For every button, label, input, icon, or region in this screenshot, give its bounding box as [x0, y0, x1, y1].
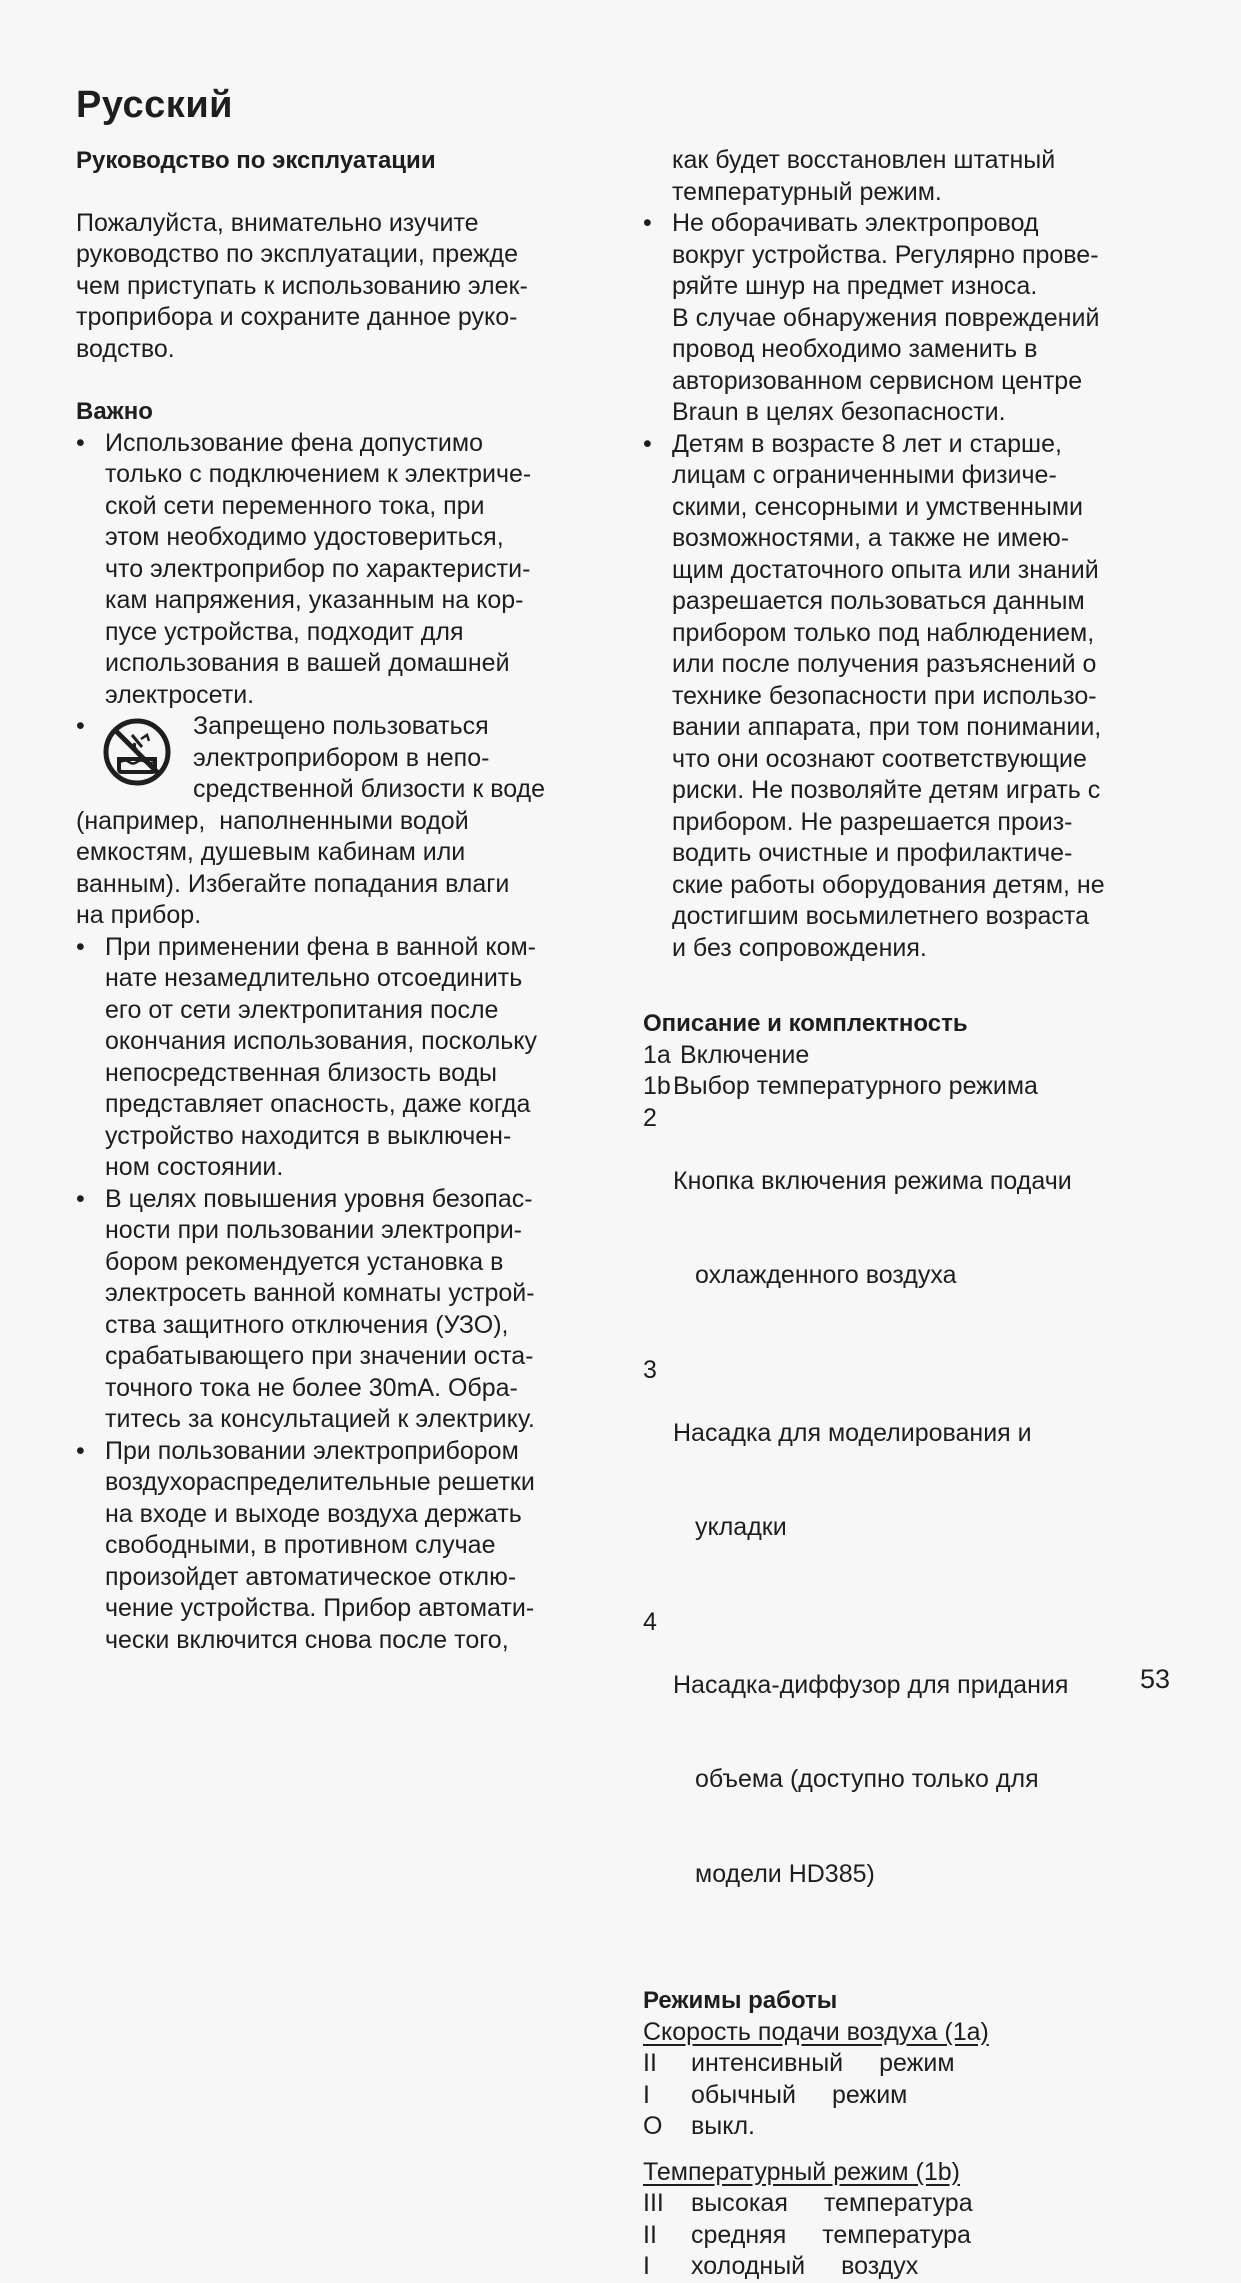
mode-key: O [643, 2112, 663, 2140]
mode-value: температура [823, 2189, 973, 2217]
item-text: Выбор температурного режима [673, 1072, 1038, 1100]
mode-label: холодный [691, 2252, 806, 2280]
page-title: Русский [76, 84, 234, 126]
bullet-dot-icon: • [76, 1436, 85, 1465]
bullet-line: провод необходимо заменить в [672, 335, 1038, 363]
mode-label: выкл. [691, 2112, 756, 2140]
bullet-line: Запрещено пользоваться [193, 712, 489, 740]
bullet-line: (например, наполненными водой [76, 806, 469, 835]
description-item [643, 1071, 1183, 1103]
bullet-line: технике безопасности при использо- [672, 681, 1097, 710]
intro-line: чем приступать к использованию элек- [76, 271, 528, 300]
no-water-bath-icon [102, 717, 172, 787]
bullet-line: кам напряжения, указанным на кор- [105, 586, 524, 614]
intro-line: троприбора и сохраните данное руко- [76, 303, 518, 331]
bullet-line: Не оборачивать электропровод [672, 209, 1039, 237]
item-number: 1a [643, 1040, 671, 1069]
intro-line: Пожалуйста, внимательно изучите [76, 208, 479, 237]
continuation-line: как будет восстановлен штатный [672, 146, 1056, 174]
bullet-item [76, 428, 606, 712]
bullet-item [76, 1184, 606, 1436]
bullet-line: пусе устройства, подходит для [105, 617, 464, 646]
bullet-line: электроприбором в непо- [193, 743, 490, 772]
bullet-line: ванным). Избегайте попадания влаги [76, 869, 510, 898]
bullet-line: В случае обнаружения повреждений [672, 303, 1100, 332]
item-text: Насадка-диффузор для придания [673, 1670, 1069, 1699]
bullet-line: что электроприбор по характеристи- [105, 554, 531, 583]
bullet-line: непосредственная близость воды [105, 1058, 498, 1087]
bullet-line: на входе и выходе воздуха держать [105, 1499, 522, 1528]
bullet-line: его от сети электропитания после [105, 995, 499, 1024]
bullet-line: нате незамедлительно отсоединить [105, 964, 523, 992]
bullet-line: ства защитного отключения (УЗО), [105, 1310, 509, 1339]
intro-line: руководство по эксплуатации, прежде [76, 240, 519, 268]
bullet-item [76, 1436, 606, 1657]
bullet-line: и без сопровождения. [672, 933, 927, 962]
temperature-row [643, 2188, 1183, 2220]
mode-label: высокая [691, 2189, 788, 2217]
mode-value: режим [831, 2080, 908, 2109]
bullet-line: Детям в возрасте 8 лет и старше, [672, 429, 1062, 458]
temperature-heading: Температурный режим (1b) [643, 2157, 961, 2186]
bullet-line: разрешается пользоваться данным [672, 587, 1085, 615]
speed-row [643, 2111, 1183, 2143]
bullet-dot-icon: • [76, 932, 85, 961]
intro-line: водство. [76, 334, 175, 363]
bullet-item [643, 429, 1183, 965]
mode-label: обычный [691, 2080, 796, 2109]
bullet-line: этом необходимо удостовериться, [105, 523, 504, 551]
bullet-line: водить очистные и профилактиче- [672, 839, 1073, 867]
item-text: модели HD385) [695, 1859, 875, 1888]
bullet-line: ские работы оборудования детям, не [672, 870, 1105, 899]
bullet-dot-icon: • [76, 428, 85, 457]
bullet-line: на прибор. [76, 901, 202, 929]
bullet-line: возможностями, а также не имею- [672, 524, 1070, 552]
description-heading: Описание и комплектность [643, 1010, 968, 1037]
description-item [643, 1103, 1183, 1355]
bullet-line: или после получения разъяснений о [672, 650, 1097, 678]
bullet-line: Использование фена допустимо [105, 428, 483, 457]
bullet-line: чение устройства. Прибор автомати- [105, 1594, 535, 1622]
item-text: укладки [695, 1513, 787, 1541]
intro-paragraph [76, 208, 606, 366]
bullet-dot-icon: • [76, 712, 85, 740]
manual-heading: Руководство по эксплуатации [76, 147, 436, 174]
bullet-line: вокруг устройства. Регулярно прове- [672, 240, 1099, 269]
item-text: объема (доступно только для [695, 1765, 1039, 1793]
mode-value: температура [822, 2220, 971, 2249]
temperature-row [643, 2220, 1183, 2252]
bullet-line: что они осознают соответствующие [672, 744, 1087, 773]
bullet-line: емкостям, душевым кабинам или [76, 838, 466, 866]
bullet-line: щим достаточного опыта или знаний [672, 555, 1099, 584]
bullet-line: электросети. [105, 680, 255, 709]
bullet-line: титесь за консультацией к электрику. [105, 1405, 535, 1433]
bullet-line: срабатывающего при значении оста- [105, 1342, 534, 1370]
item-text: Включение [679, 1040, 810, 1069]
description-item [643, 1355, 1183, 1607]
bullet-line: использования в вашей домашней [105, 649, 510, 677]
bullet-line: произойдет автоматическое отклю- [105, 1562, 517, 1591]
bullet-dot-icon: • [643, 429, 652, 458]
bullet-line: воздухораспределительные решетки [105, 1468, 535, 1496]
temperature-row [643, 2251, 1183, 2283]
item-text: Кнопка включения режима подачи [673, 1166, 1072, 1195]
bullet-line: авторизованном сервисном центре [672, 366, 1083, 395]
bullet-line: устройство находится в выключен- [105, 1121, 512, 1150]
right-column [643, 145, 1183, 2283]
item-number: 2 [643, 1103, 657, 1132]
bullet-line: чески включится снова после того, [105, 1625, 509, 1654]
item-text: Насадка для моделирования и [673, 1418, 1032, 1447]
bullet-line: достигшим восьмилетнего возраста [672, 902, 1089, 930]
mode-label: средняя [691, 2220, 787, 2249]
bullet-line: ской сети переменного тока, при [105, 491, 485, 520]
bullet-line: лицам с ограниченными физиче- [672, 461, 1057, 489]
item-text: охлажденного воздуха [695, 1261, 957, 1289]
bullet-line: скими, сенсорными и умственными [672, 492, 1084, 521]
page-number: 53 [1140, 1664, 1171, 1694]
bullet-line: окончания использования, поскольку [105, 1027, 538, 1055]
continuation-line: температурный режим. [672, 177, 942, 206]
left-column [76, 145, 606, 1656]
bullet-line: При применении фена в ванной ком- [105, 932, 536, 961]
bullet-line: вании аппарата, при том понимании, [672, 713, 1102, 741]
mode-key: I [643, 2080, 650, 2109]
description-item [643, 1040, 1183, 1072]
mode-key: II [643, 2220, 657, 2249]
bullet-line: ряйте шнур на предмет износа. [672, 272, 1038, 300]
bullet-line: риски. Не позволяйте детям играть с [672, 776, 1101, 804]
item-number: 4 [643, 1607, 657, 1636]
bullet-line: свободными, в противном случае [105, 1531, 496, 1559]
bullet-item-warning [76, 711, 606, 932]
modes-heading: Режимы работы [643, 1987, 838, 2014]
bullet-line: бором рекомендуется установка в [105, 1247, 504, 1276]
mode-label: интенсивный [691, 2049, 844, 2077]
bullet-item [643, 208, 1183, 429]
bullet-dot-icon: • [76, 1184, 85, 1213]
bullet-line: прибором только под наблюдением, [672, 618, 1095, 647]
bullet-line: точного тока не более 30mA. Обра- [105, 1373, 518, 1402]
bullet-dot-icon: • [643, 209, 652, 237]
mode-value: воздух [841, 2252, 919, 2280]
speed-row [643, 2080, 1183, 2112]
bullet-line: представляет опасность, даже когда [105, 1090, 531, 1118]
description-item [643, 1607, 1183, 1954]
item-number: 1b [643, 1072, 671, 1100]
mode-value: режим [879, 2049, 955, 2077]
speed-heading: Скорость подачи воздуха (1а) [643, 2017, 989, 2046]
bullet-item [76, 932, 606, 1184]
speed-row [643, 2048, 1183, 2080]
bullet-line: электросеть ванной комнаты устрой- [105, 1279, 535, 1307]
mode-key: II [643, 2049, 657, 2077]
bullet-line: прибором. Не разрешается произ- [672, 807, 1073, 836]
bullet-line: средственной близости к воде [193, 775, 546, 803]
bullet-line: Braun в целях безопасности. [672, 398, 1006, 426]
important-heading: Важно [76, 398, 153, 425]
bullet-line: только с подключением к электриче- [105, 460, 532, 488]
bullet-line: В целях повышения уровня безопас- [105, 1184, 533, 1213]
bullet-line: ном состоянии. [105, 1153, 284, 1181]
mode-key: I [643, 2252, 650, 2280]
item-number: 3 [643, 1355, 657, 1384]
bullet-line: При пользовании электроприбором [105, 1436, 519, 1465]
bullet-line: ности при пользовании электропри- [105, 1216, 523, 1244]
mode-key: III [643, 2189, 664, 2217]
